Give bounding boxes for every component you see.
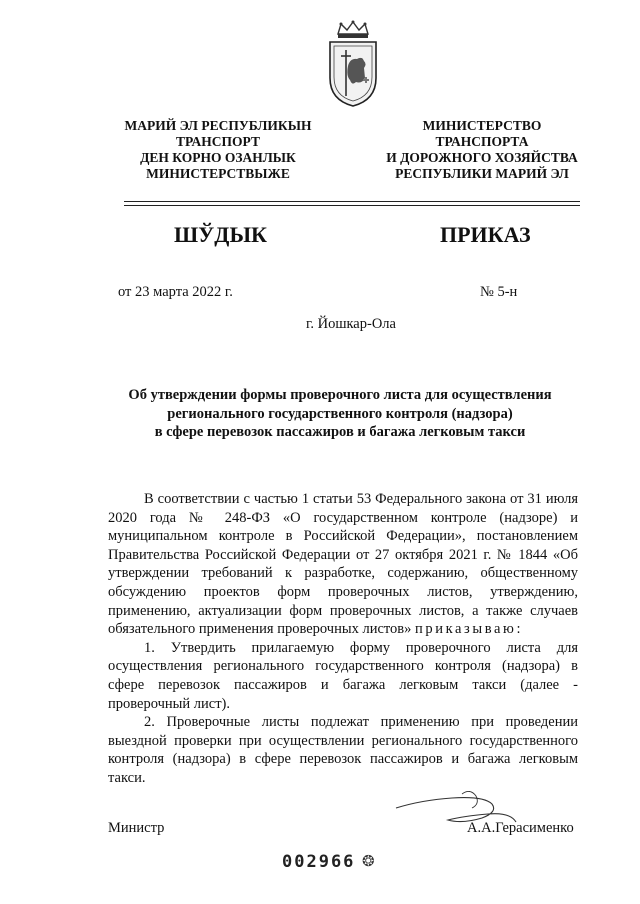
city-line [0,316,640,333]
serial-number: 002966 [282,852,356,872]
title-line: Об утверждении формы проверочного листа для осуществления [128,387,552,403]
preamble-text: В соответствии с частью 1 статьи 53 Федерального закона от 31 июля 2020 года № 248-ФЗ «О государственном контроле (надзоре) и муниципальном контроле в Российской Федерации», постановлением Правительства Российской Федерации от 27 октября 2021 г. № 1844 «Об утверждении требований к разработке, содержанию, общественному обсуждению проектов форм проверочных листов, утверждению, применению, актуализации форм проверочных листов, а также случаев обязательного применения проверочных листов» [108,491,578,638]
header-left-line: ДЕН КОРНО ОЗАНЛЫК [140,150,296,165]
header-right-line: ТРАНСПОРТА [435,134,529,149]
header-divider-thin [124,205,580,206]
header-right-line: И ДОРОЖНОГО ХОЗЯЙСТВА [386,150,578,165]
header-divider-thick [124,201,580,202]
document-body [108,490,578,788]
header-left-block [98,118,338,182]
order-item-1: 1. Утвердить прилагаемую форму проверочного листа для осуществления регионального государственного контроля (надзора) в сфере перевозок пассажиров и багажа легковым такси (далее - проверочный лист). [108,639,578,712]
header-right-line: РЕСПУБЛИКИ МАРИЙ ЭЛ [395,166,569,181]
order-word: приказываю: [415,621,524,638]
doc-type-mari: ШЎДЫК [174,222,267,247]
ornament-icon: ❂ [362,854,375,870]
coat-of-arms-emblem [326,20,380,108]
header-left-line: МИНИСТЕРСТВЫЖЕ [146,166,290,181]
document-title [110,386,570,442]
header-right-line: МИНИСТЕРСТВО [422,118,542,133]
title-line: регионального государственного контроля (надзора) [167,405,513,422]
title-line: в сфере перевозок пассажиров и багажа легковым такси [154,424,526,440]
signatory-position: Министр [108,820,165,836]
doc-type-russian: ПРИКАЗ [440,222,531,247]
city-name: г. Йошкар-Ола [306,316,396,332]
document-date: от 23 марта 2022 г. [118,284,233,300]
header-right-block [378,118,586,182]
document-number: № 5-н [480,284,518,300]
header-left-line: ТРАНСПОРТ [176,134,260,149]
preamble-paragraph [108,490,578,639]
signatory-name: А.А.Герасименко [467,820,574,836]
order-item-2: 2. Проверочные листы подлежат применению при проведении выездной проверки при осуществлении регионального государственного контроля (надзора) в сфере перевозок пассажиров и багажа легковым такси. [108,714,578,786]
header-left-line: МАРИЙ ЭЛ РЕСПУБЛИКЫН [124,118,312,133]
